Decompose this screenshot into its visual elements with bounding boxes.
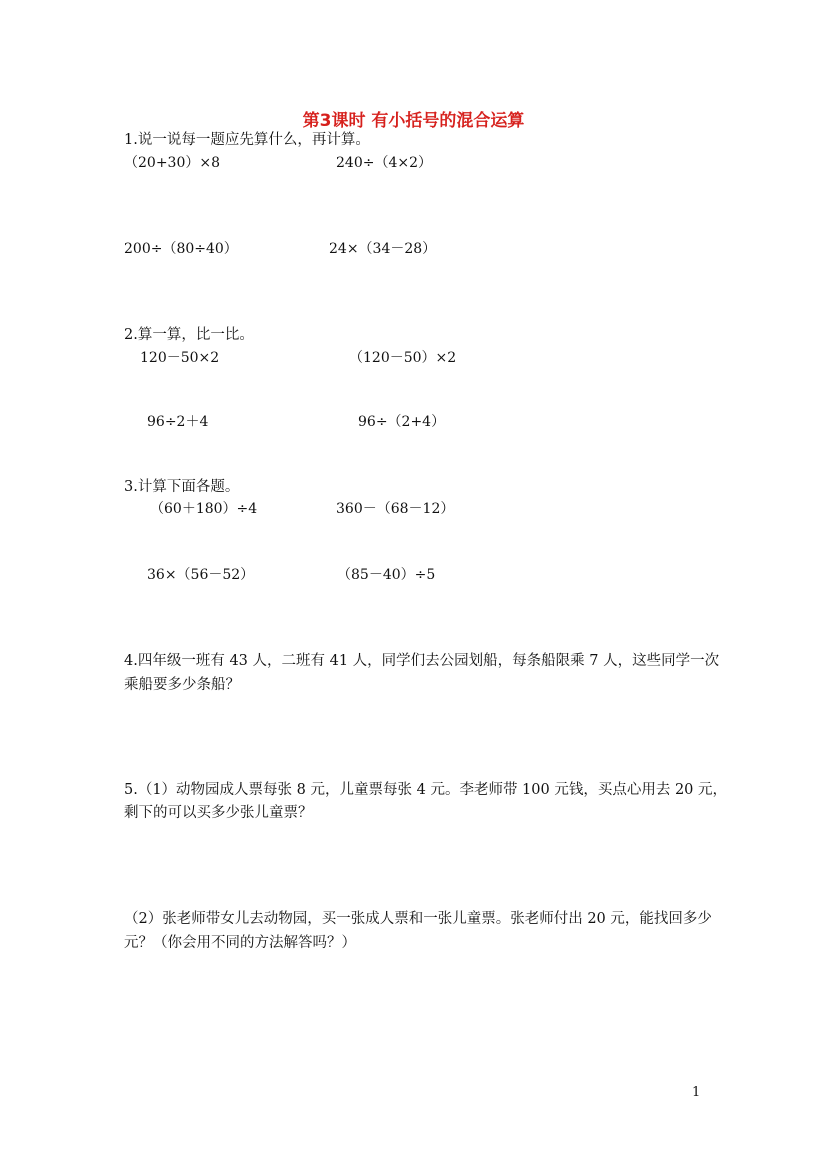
- question-5-part-1-line-1: 5.（1）动物园成人票每张 8 元，儿童票每张 4 元。李老师带 100 元钱，买点心用去 20 元，: [124, 782, 728, 798]
- page-number: 1: [692, 1085, 701, 1100]
- q2-expression-3: 96÷2＋4: [147, 414, 209, 430]
- q3-expression-2: 360－（68－12）: [336, 501, 455, 517]
- q1-expression-4: 24×（34－28）: [329, 241, 437, 257]
- q1-expression-2: 240÷（4×2）: [336, 155, 432, 171]
- question-1-prompt: 1.说一说每一题应先算什么，再计算。: [124, 132, 370, 148]
- q2-expression-4: 96÷（2+4）: [358, 414, 446, 430]
- question-5-part-1-line-2: 剩下的可以买多少张儿童票？: [124, 805, 313, 821]
- question-4-line-2: 乘船要多少条船？: [124, 677, 240, 693]
- page-title: 第3课时 有小括号的混合运算: [302, 111, 525, 131]
- q1-expression-3: 200÷（80÷40）: [124, 241, 238, 257]
- question-4-line-1: 4.四年级一班有 43 人，二班有 41 人，同学们去公园划船，每条船限乘 7 人，这些同学一次: [124, 653, 720, 669]
- q2-expression-2: （120－50）×2: [349, 350, 457, 366]
- q3-expression-4: （85－40）÷5: [337, 567, 436, 583]
- question-2-prompt: 2.算一算，比一比。: [124, 327, 254, 343]
- question-3-prompt: 3.计算下面各题。: [124, 479, 240, 495]
- question-5-part-2-line-2: 元？（你会用不同的方法解答吗？）: [124, 935, 356, 951]
- q1-expression-1: （20+30）×8: [124, 155, 220, 171]
- q3-expression-3: 36×（56－52）: [147, 567, 255, 583]
- q2-expression-1: 120－50×2: [140, 350, 220, 366]
- q3-expression-1: （60＋180）÷4: [150, 501, 258, 517]
- question-5-part-2-line-1: （2）张老师带女儿去动物园，买一张成人票和一张儿童票。张老师付出 20 元，能找回多少: [124, 911, 712, 927]
